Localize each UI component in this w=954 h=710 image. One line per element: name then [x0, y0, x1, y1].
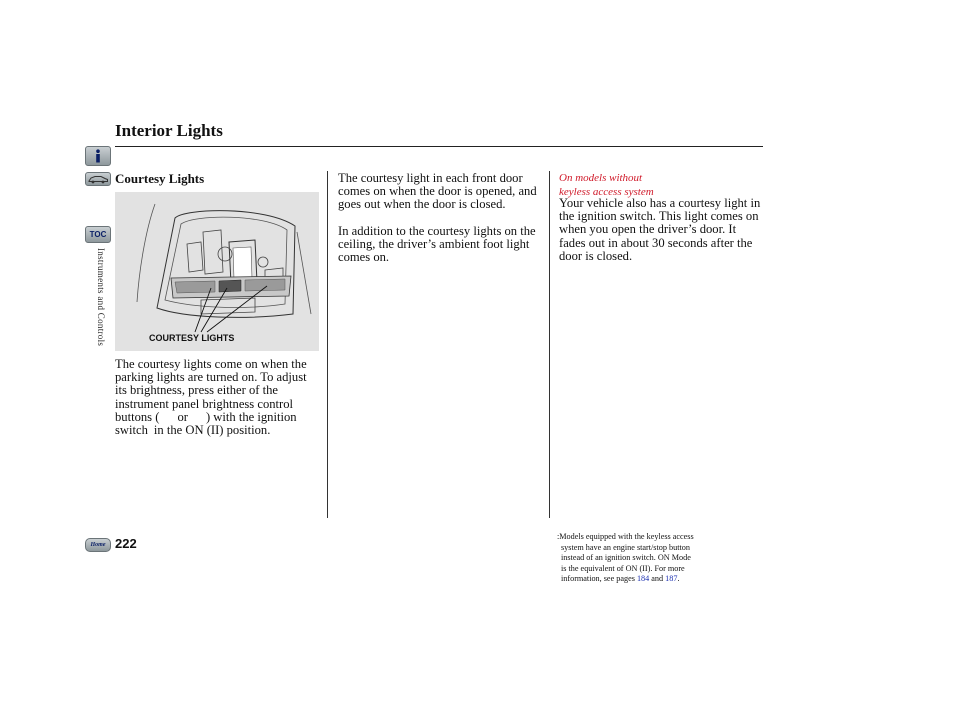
info-tab[interactable] [85, 146, 111, 166]
col1-text-or: or [177, 409, 188, 424]
page-title: Interior Lights [115, 121, 223, 140]
model-condition-line-2: keyless access system [559, 186, 654, 198]
title-divider [115, 146, 763, 147]
car-tab[interactable] [85, 172, 111, 186]
footnote-line: is the equivalent of ON (II). For more [561, 563, 685, 573]
col1-text-b: ) with the ignition switch [115, 409, 297, 438]
footnote-text: and [651, 574, 664, 584]
footnote [557, 532, 732, 585]
column-divider-1 [327, 171, 328, 518]
footnote-line: instead of an ignition switch. ON Mode [561, 553, 691, 563]
col1-text-c: in the ON (II) position. [153, 423, 271, 438]
page-link-187[interactable]: 187 [665, 574, 678, 584]
footnote-line: :Models equipped with the keyless access [557, 532, 694, 541]
chapter-side-label: Instruments and Controls [96, 248, 106, 347]
figure-caption: COURTESY LIGHTS [149, 333, 235, 343]
courtesy-lights-illustration [115, 192, 319, 351]
model-condition-line-1: On models without [559, 172, 643, 184]
footnote-text: information, see pages [561, 574, 635, 584]
page-number: 222 [115, 536, 137, 551]
info-icon [93, 149, 103, 163]
car-icon [87, 174, 109, 184]
column-2-paragraph-1: The courtesy light in each front door comes on when the door is opened, and goes out when the door is closed. [338, 171, 537, 212]
section-heading: Courtesy Lights [115, 171, 205, 186]
footnote-line: system have an engine start/stop button [561, 542, 690, 552]
column-2-paragraph-2: In addition to the courtesy lights on the ceiling, the driver’s ambient foot light comes on. [338, 224, 536, 265]
model-condition-label [559, 171, 759, 199]
column-1-paragraph [115, 358, 321, 437]
col1-text-a: The courtesy lights come on when the parking lights are turned on. To adjust its brightness, press either of the instrument panel brightness control buttons ( [115, 357, 307, 424]
overhead-console-drawing [115, 192, 319, 351]
page-link-184[interactable]: 184 [636, 574, 650, 584]
footnote-text: . [677, 574, 680, 584]
toc-button[interactable]: TOC [85, 226, 111, 243]
column-3-paragraph: Your vehicle also has a courtesy light in the ignition switch. This light comes on when you open the driver’s door. It fades out in about 30 seconds after the door is closed. [559, 196, 761, 263]
footnote-line [557, 574, 732, 585]
column-divider-2 [549, 171, 550, 518]
home-button[interactable]: Home [85, 538, 111, 552]
